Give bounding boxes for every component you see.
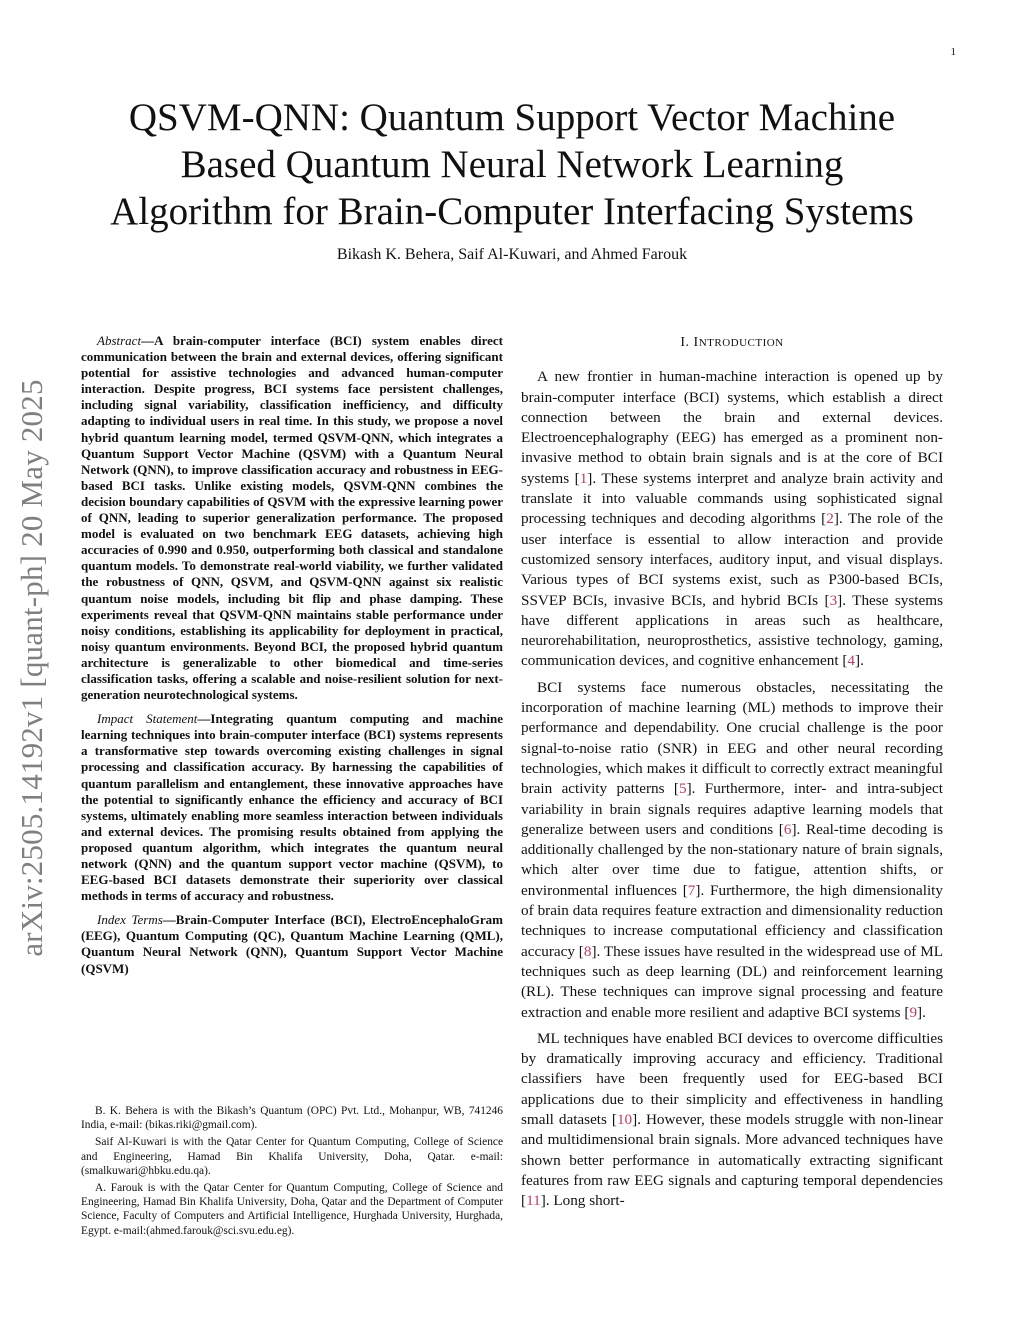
citation-link[interactable]: 10 [616,1110,633,1128]
citation-link[interactable]: 7 [687,881,696,899]
index-terms-text: —Brain-Computer Interface (BCI), ElectroEncephaloGram (EEG), Quantum Computing (QC), Quantum Machine Learning (QML), Quantum Neural Network (QNN), Quantum Support Vector Machine (QSVM) [81,912,504,976]
intro-text: ]. The role of the user interface is essential to allow interaction and provide customized sensory interfaces, auditory input, and visual displays. Various types of BCI systems exist, such as P300-based BCIs, SSVEP BCIs, invasive BCIs, and hybrid BCIs [ [521,510,943,609]
intro-text: ]. These issues have resulted in the widespread use of ML techniques such as deep learning (DL) and reinforcement learning (RL). These techniques can improve signal processing and feature extraction and enable more resilient and adaptive BCI systems [ [521,942,943,1021]
intro-text: ]. Long short- [540,1192,625,1210]
abstract [81,333,503,703]
citation-link[interactable]: 9 [909,1003,918,1021]
impact-statement-label: Impact Statement [97,711,198,727]
left-column [81,333,503,977]
title-line: Algorithm for Brain-Computer Interfacing Systems [110,190,914,233]
intro-text: A new frontier in human-machine interaction is opened up by brain-computer interface (BCI) systems, which establish a direct connection between the brain and external devices. Electroencephalography (EEG) has emerged as a prominent non-invasive method to obtain brain signals and is at the core of BCI systems [ [521,368,943,487]
intro-text: ]. [917,1003,926,1021]
intro-text: ]. Furthermore, the high dimensionality of brain data requires feature extraction and dimensionality reduction techniques to increase computational efficiency and classification accuracy [ [521,881,943,960]
footnote: A. Farouk is with the Qatar Center for Quantum Computing, College of Science and Engineering, Hamad Bin Khalifa University, Doha, Qatar and the Department of Computer Science, Faculty of Computers and Artificial Intelligence, Hurghada University, Hurghada, Egypt. e-mail:(ahmed.farouk@sci.svu.edu.eg). [81,1182,503,1237]
section-number: I. [680,335,690,350]
index-terms [81,912,503,976]
abstract-label: Abstract [97,333,142,348]
intro-text: ML techniques have enabled BCI devices to overcome difficulties by dramatically improving accuracy and efficiency. Traditional classifiers have been frequently used for EEG-based BCI applications due to their simplicity and effectiveness in handling small datasets [ [521,1029,943,1128]
title-line: QSVM-QNN: Quantum Support Vector Machine [128,96,896,139]
impact-statement-text: —Integrating quantum computing and machine learning techniques into brain-computer interface (BCI) systems represents a transformative step towards overcoming existing challenges in signal processing and classification accuracy. By harnessing the capabilities of quantum parallelism and entanglement, these innovative approaches have the potential to significantly enhance the efficiency and accuracy of BCI systems, ultimately enabling more seamless interaction between individuals and external devices. The promising results obtained from applying the proposed quantum algorithm, which integrates the quantum neural network (QNN) and the quantum support vector machine (QSVM), to EEG-based BCI datasets demonstrate their superiority over classical methods in terms of accuracy and robustness. [81,711,503,904]
page-number: 1 [950,46,956,58]
citation-link[interactable]: 4 [847,652,856,670]
citation-link[interactable]: 3 [829,591,838,609]
index-terms-label: Index Terms [97,912,163,928]
author-list: Bikash K. Behera, Saif Al-Kuwari, and Ahmed Farouk [336,246,688,263]
author-footnotes [81,1104,503,1241]
section-heading-introduction [521,333,943,353]
title-line: Based Quantum Neural Network Learning [180,143,844,186]
citation-link[interactable]: 2 [826,510,834,528]
section-title-rest: NTRODUCTION [698,337,784,349]
footnote: Saif Al-Kuwari is with the Qatar Center for Quantum Computing, College of Science and Engineering, Hamad Bin Khalifa University, Doha, Qatar. e-mail: (smalkuwari@hbku.edu.qa). [81,1136,503,1177]
footnote: B. K. Behera is with the Bikash’s Quantum (OPC) Pvt. Ltd., Mohanpur, WB, 741246 India, e-mail: (bikas.riki@gmail.com). [81,1105,503,1132]
intro-text: ]. These systems interpret and analyze brain activity and translate it into valuable commands using sophisticated signal processing techniques and decoding algorithms [ [521,469,943,528]
intro-paragraph [521,367,943,671]
arxiv-identifier-stamp[interactable]: arXiv:2505.14192v1 [quant-ph] 20 May 2025 [14,379,49,957]
abstract-text: —A brain-computer interface (BCI) system enables direct communication between the brain and external devices, offering significant potential for assistive technologies and advanced human-computer interaction. Despite progress, BCI systems face persistent challenges, including signal variability, classification inefficiency, and difficulty adapting to individual users in real time. In this study, we propose a novel hybrid quantum learning model, termed QSVM-QNN, which integrates a Quantum Support Vector Machine (QSVM) with a Quantum Neural Network (QNN), to improve classification accuracy and robustness in EEG-based BCI tasks. Unlike existing models, QSVM-QNN combines the decision boundary capabilities of QSVM with the expressive learning power of QNN, leading to superior generalization performance. The proposed model is evaluated on two benchmark EEG datasets, achieving high accuracies of 0.990 and 0.950, outperforming both classical and standalone quantum models. To demonstrate real-world viability, we further validated the robustness of QNN, QSVM, and QSVM-QNN against six realistic quantum noise models, including bit flip and phase damping. These experiments reveal that QSVM-QNN maintains stable performance under noisy conditions, establishing its applicability for deployment in practical, noisy quantum environments. Beyond BCI, the proposed hybrid quantum architecture is generalizable to other biomedical and time-series classification tasks, offering a scalable and noise-resilient solution for next-generation neurotechnological systems. [81,333,503,703]
intro-text: BCI systems face numerous obstacles, necessitating the incorporation of machine learning (ML) methods to improve their performance and dependability. One crucial challenge is the poor signal-to-noise ratio (SNR) in EEG and other neural recording technologies, which makes it difficult to correctly extract meaningful brain activity patterns [ [521,678,943,798]
citation-link[interactable]: 8 [583,942,592,960]
intro-text: ]. These systems have different applications in areas such as healthcare, neurorehabilitation, neuroprosthetics, assistive technology, gaming, communication devices, and cognitive enhancement [ [521,591,943,670]
paper-title [60,94,964,235]
right-column [521,333,943,1211]
citation-link[interactable]: 1 [579,469,588,487]
intro-paragraph [521,1029,943,1212]
citation-link[interactable]: 6 [783,820,792,838]
section-title-initial: I [693,335,699,350]
impact-statement [81,711,503,904]
citation-link[interactable]: 5 [678,780,687,798]
intro-text: ]. [855,652,864,670]
intro-text: ]. Furthermore, inter- and intra-subject variability in brain signals requires adaptive learning models that generalize between users and conditions [ [521,780,943,838]
citation-link[interactable]: 11 [526,1192,541,1210]
intro-text: ]. However, these models struggle with non-linear and multidimensional brain signals. More advanced techniques have shown better performance in automatically extracting significant features from raw EEG signals and capturing temporal dependencies [ [521,1110,943,1210]
intro-paragraph [521,678,943,1023]
intro-text: ]. Real-time decoding is additionally challenged by the non-stationary nature of brain signals, which alter over time due to fatigue, attention shifts, or environmental influences [ [521,820,943,899]
